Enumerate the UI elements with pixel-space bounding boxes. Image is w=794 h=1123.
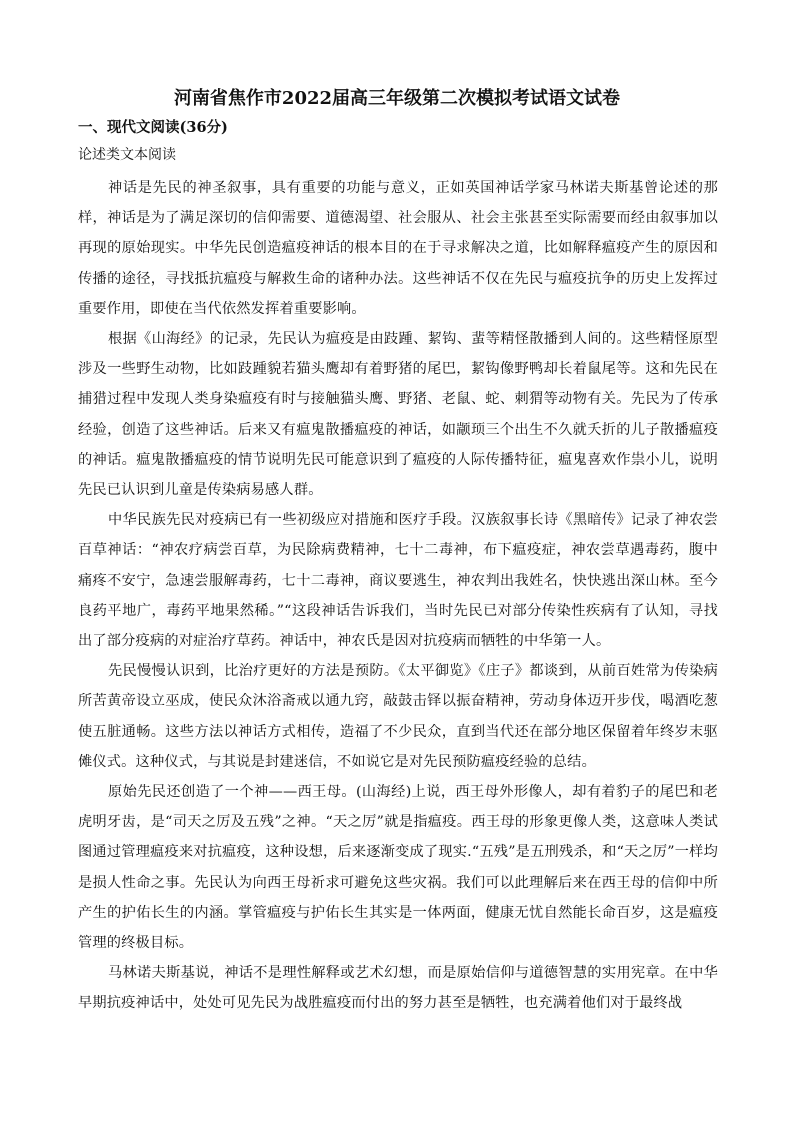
paragraph-4: 先民慢慢认识到，比治疗更好的方法是预防。《太平御览》《庄子》都谈到，从前百姓常为传染病所苦黄帝设立巫成，使民众沐浴斋戒以通九窍，敲鼓击铎以振奋精神，劳动身体迈开步伐，喝酒吃葱使五脏通畅。这些方法以神话方式相传，造福了不少民众，直到当代还在部分地区保留着年终岁末驱傩仪式。这种仪式，与其说是封建迷信，不如说它是对先民预防瘟疫经验的总结。 — [78, 663, 718, 770]
paragraph-1: 神话是先民的神圣叙事，具有重要的功能与意义，正如英国神话学家马林诺夫斯基曾论述的那样，神话是为了满足深切的信仰需要、道德渴望、社会服从、社会主张甚至实际需要而经由叙事加以再现的原始现实。中华先民创造瘟疫神话的根本目的在于寻求解决之道，比如解释瘟疫产生的原因和传播的途径，寻找抵抗瘟疫与解救生命的诸种办法。这些神话不仅在先民与瘟疫抗争的历史上发挥过重要作用，即使在当代依然发挥着重要影响。 — [78, 180, 718, 317]
page-title: 河南省焦作市2022届高三年级第二次模拟考试语文试卷 — [173, 88, 621, 109]
sub-heading: 论述类文本阅读 — [78, 147, 176, 163]
paragraph-2: 根据《山海经》的记录，先民认为瘟疫是由跂踵、絜钩、蜚等精怪散播到人间的。这些精怪原型涉及一些野生动物，比如跂踵貌若猫头鹰却有着野猪的尾巴，絜钩像野鸭却长着鼠尾等。这和先民在捕猎过程中发现人类身染瘟疫有时与接触猫头鹰、野猪、老鼠、蛇、刺猬等动物有关。先民为了传承经验，创造了这些神话。后来又有瘟鬼散播瘟疫的神话，如颛顼三个出生不久就夭折的儿子散播瘟疫的神话。瘟鬼散播瘟疫的情节说明先民可能意识到了瘟疫的人际传播特征，瘟鬼喜欢作祟小儿，说明先民已认识到儿童是传染病易感人群。 — [78, 331, 718, 499]
article-body — [78, 173, 718, 1019]
paragraph-3: 中华民族先民对疫病已有一些初级应对措施和医疗手段。汉族叙事长诗《黑暗传》记录了神农尝百草神话：“神农疗病尝百草，为民除病费精神，七十二毒神，布下瘟疫症，神农尝草遇毒药，腹中痛疼不安宁，急速尝服解毒药，七十二毒神，商议要逃生，神农判出我姓名，快快逃出深山林。至今良药平地广，毒药平地果然稀。”“这段神话告诉我们，当时先民已对部分传染性疾病有了认知，寻找出了部分疫病的对症治疗草药。神话中，神农氏是因对抗疫病而牺牲的中华第一人。 — [78, 512, 718, 650]
paragraph-5: 原始先民还创造了一个神——西王母。(山海经)上说，西王母外形像人，却有着豹子的尾巴和老虎明牙齿，是“司天之厉及五残”之神。“天之厉”就是指瘟疫。西王母的形象更像人类，这意味人类试图通过管理瘟疫来对抗瘟疫，这种设想，后来逐渐变成了现实.“五残”是五刑残杀，和“天之厉”一样均是损人性命之事。先民认为向西王母祈求可避免这些灾祸。我们可以此理解后来在西王母的信仰中所产生的护佑长生的内涵。掌管瘟疫与护佑长生其实是一体两面，健康无忧自然能长命百岁，这是瘟疫管理的终极目标。 — [78, 784, 718, 952]
section-heading: 一、现代文阅读(36分) — [78, 119, 228, 136]
paragraph-6: 马林诺夫斯基说，神话不是理性解释或艺术幻想，而是原始信仰与道德智慧的实用宪章。在中华早期抗疫神话中，处处可见先民为战胜瘟疫而付出的努力甚至是牺牲，也充满着他们对于最终战 — [78, 965, 718, 1012]
